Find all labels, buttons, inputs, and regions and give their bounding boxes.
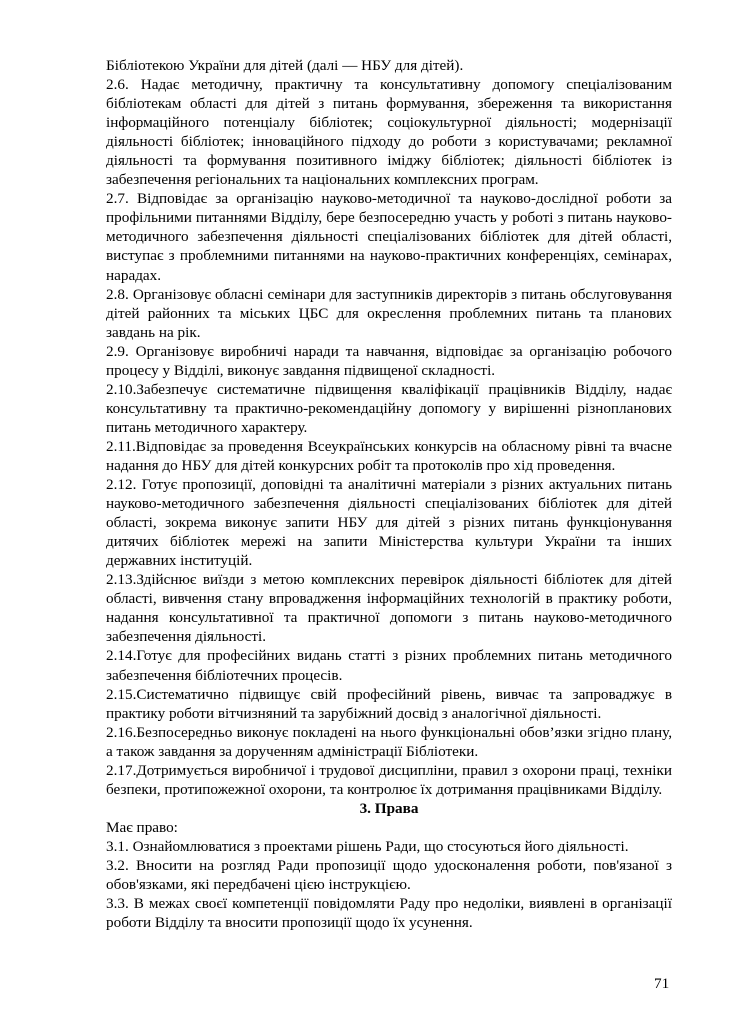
paragraph-2-14: 2.14.Готує для професійних видань статті з різних проблемних питань методичного забезпечення бібліотечних процесів. — [106, 647, 672, 684]
paragraph-2-17: 2.17.Дотримується виробничої і трудової дисципліни, правил з охорони праці, техніки безпеки, протипожежної охорони, та контролює їх дотримання працівниками Відділу. — [106, 761, 672, 798]
paragraph-2-8: 2.8. Організовує обласні семінари для заступників директорів з питань обслуговування дітей районних та міських ЦБС для окреслення проблемних питань та планових завдань на рік. — [106, 285, 672, 341]
right-item-3-1: 3.1. Ознайомлюватися з проектами рішень Ради, що стосуються його діяльності. — [106, 837, 629, 855]
right-item-3-2: 3.2. Вносити на розгляд Ради пропозиції щодо удосконалення роботи, пов'язаної з обов'язками, які передбачені цією інструкцією. — [106, 856, 672, 894]
paragraph-2-11: 2.11.Відповідає за проведення Всеукраїнських конкурсів на обласному рівні та вчасне надання до НБУ для дітей конкурсних робіт та протоколів про хід проведення. — [106, 437, 672, 474]
paragraph-2-13: 2.13.Здійснює виїзди з метою комплексних перевірок діяльності бібліотек для дітей області, вивчення стану впровадження інформаційних технологій в практику роботи, надання консультативної та практичної допомоги з питань науково-методичного забезпечення діяльності. — [106, 571, 672, 646]
paragraph-2-6: 2.6. Надає методичну, практичну та консультативну допомогу спеціалізованим бібліотекам області для дітей з питань формування, збереження та використання інформаційного потенціалу бібліотек; соціокультурної діяльності; модернізації діяльності бібліотек; інноваційного підходу до роботи з користувачами; рекламної діяльності та формування позитивного іміджу бібліотек; діяльності бібліотек із забезпечення регіональних та національних комплексних програм. — [106, 76, 672, 189]
paragraph-2-10: 2.10.Забезпечує систематичне підвищення кваліфікації працівників Відділу, надає консультативну та практично-рекомендаційну допомогу у вирішенні різнопланових питань методичного характеру. — [106, 380, 672, 436]
paragraph-intro: Бібліотекою України для дітей (далі — НБУ для дітей). — [106, 57, 464, 74]
paragraph-2-12: 2.12. Готує пропозиції, доповідні та аналітичні матеріали з різних актуальних питань науково-методичного забезпечення діяльності спеціалізованих бібліотек для дітей області, зокрема виконує запити НБУ для дітей з різних питань функціонування дитячих бібліотек мережі на запити Міністерства культури України та інших державних інституцій. — [106, 476, 672, 570]
paragraph-2-9: 2.9. Організовує виробничі наради та навчання, відповідає за організацію робочого процесу у Відділі, виконує завдання підвищеної складності. — [106, 342, 672, 379]
paragraph-2-15: 2.15.Систематично підвищує свій професійний рівень, вивчає та запроваджує в практику роботи вітчизняний та зарубіжний досвід з аналогічної діяльності. — [106, 685, 672, 722]
section-heading: 3. Права — [359, 799, 419, 817]
page-number: 71 — [654, 975, 670, 992]
paragraph-2-7: 2.7. Відповідає за організацію науково-методичної та науково-дослідної роботи за профільними питаннями Відділу, бере безпосередню участь у роботі з питань науково-методичного забезпечення діяльності спеціалізованих бібліотек для дітей області, виступає з проблемними питаннями на науково-практичних конференціях, семінарах, нарадах. — [106, 190, 672, 284]
paragraph-2-16: 2.16.Безпосередньо виконує покладені на нього функціональні обов’язки згідно плану, а також завдання за дорученням адміністрації Бібліотеки. — [106, 723, 672, 760]
right-item-3-3: 3.3. В межах своєї компетенції повідомляти Раду про недоліки, виявлені в організації роботи Відділу та вносити пропозиції щодо їх усунення. — [106, 895, 672, 932]
page-body — [106, 56, 672, 932]
rights-intro: Має право: — [106, 818, 178, 836]
